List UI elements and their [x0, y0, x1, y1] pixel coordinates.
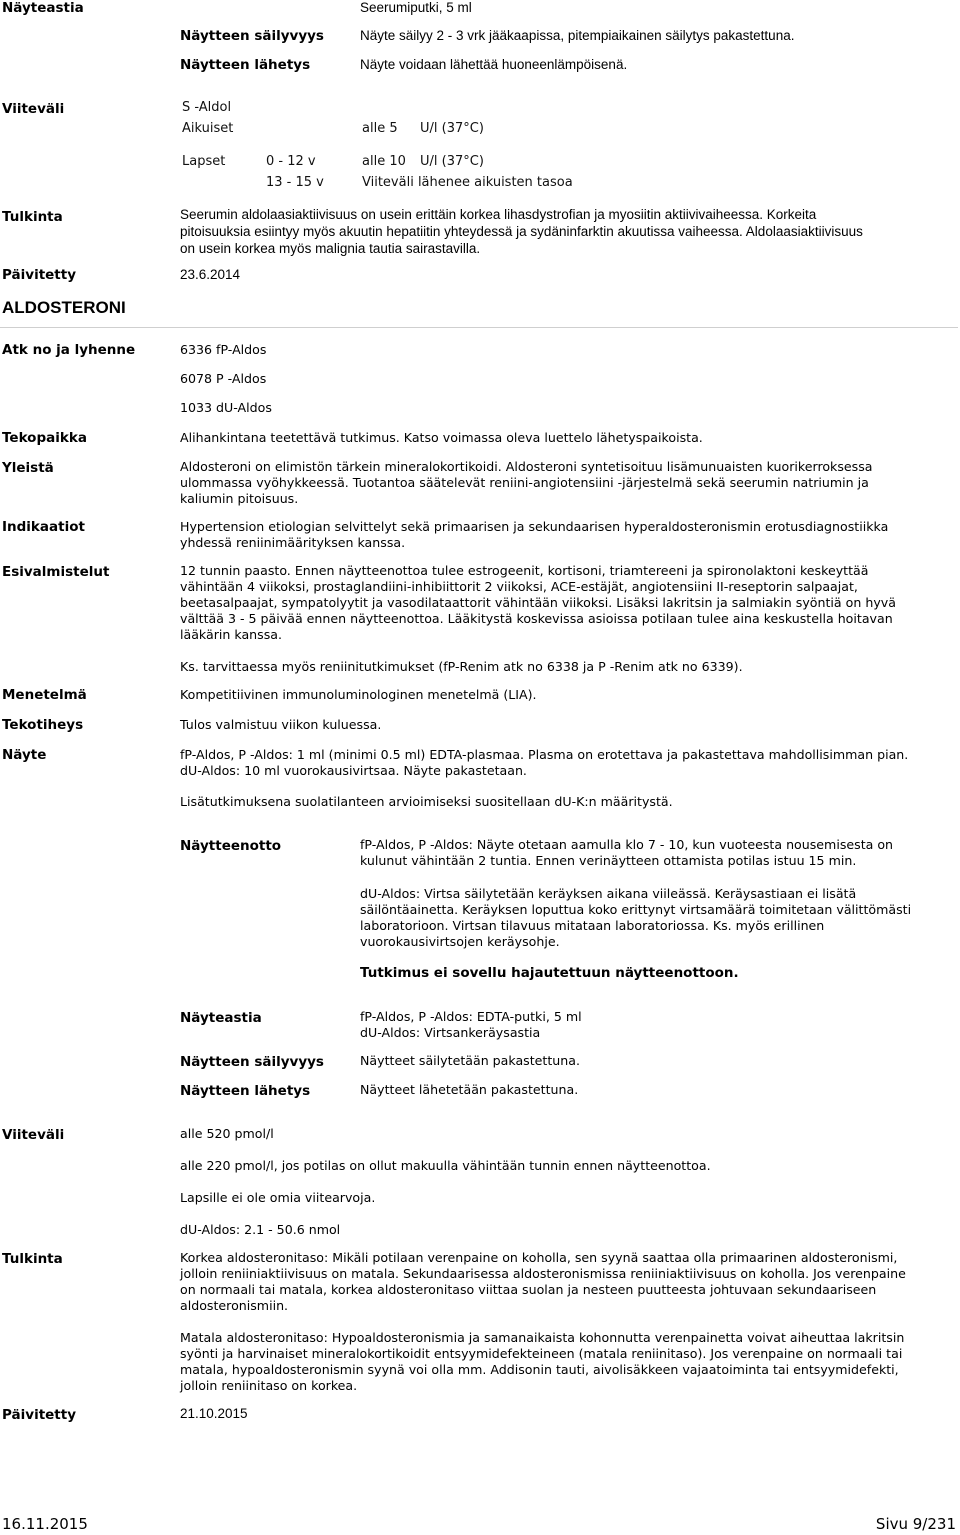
- yleista-label: Yleistä: [2, 460, 54, 476]
- updated-value: 21.10.2015: [180, 1406, 248, 1421]
- sample2-container-value-2: dU-Aldos: Virtsankeräysastia: [360, 1025, 541, 1040]
- reference-adults-label: Aikuiset: [182, 121, 234, 136]
- top-reference-label: Viiteväli: [2, 101, 65, 117]
- reference-children-note2: Viiteväli lähenee aikuisten tasoa: [362, 175, 573, 190]
- reference-children-age1: 0 - 12 v: [266, 154, 316, 169]
- viitevali-line1: alle 520 pmol/l: [180, 1126, 274, 1141]
- viitevali-line2: alle 220 pmol/l, jos potilas on ollut makuulla vähintään tunnin ennen näytteenottoa.: [180, 1158, 711, 1173]
- nayte-line1: fP-Aldos, P -Aldos: 1 ml (minimi 0.5 ml) EDTA-plasmaa. Plasma on erotettava ja pakastettava mahdollisimman pian.: [180, 747, 909, 762]
- sample2-storage-value: Näytteet säilytetään pakastettuna.: [360, 1053, 580, 1068]
- top-interpretation-label: Tulkinta: [2, 209, 63, 225]
- yleista-line1: Aldosteroni on elimistön tärkein mineralokortikoidi. Aldosteroni syntetisoituu lisämunuaisten kuorikerroksessa: [180, 459, 873, 474]
- sample-storage-label: Näytteen säilyvyys: [180, 28, 324, 44]
- section-divider: [0, 327, 958, 328]
- tekopaikka-label: Tekopaikka: [2, 430, 87, 446]
- esivalmistelut-line6: Ks. tarvittaessa myös reniinitutkimukset (fP-Renim atk no 6338 ja P -Renim atk no 6339).: [180, 659, 743, 674]
- reference-children-unit1: U/l (37°C): [420, 154, 484, 169]
- viitevali-line4: dU-Aldos: 2.1 - 50.6 nmol: [180, 1222, 341, 1237]
- atk-code-3: 1033 dU-Aldos: [180, 400, 272, 415]
- esivalmistelut-line4: välttää 3 - 5 päivää ennen näytteenottoa. Lääkitystä koskevissa asioissa potilaan tulee aina keskustella hoitavan: [180, 611, 893, 626]
- section-title: ALDOSTERONI: [2, 298, 126, 317]
- naytteenotto-p1-line1: fP-Aldos, P -Aldos: Näyte otetaan aamulla klo 7 - 10, kun vuoteesta nousemisesta on: [360, 837, 894, 852]
- reference-children-label: Lapset: [182, 154, 226, 169]
- naytteenotto-p2-line3: laboratorioon. Virtsan tilavuus mitataan laboratoriossa. Ks. myös erillinen: [360, 918, 825, 933]
- naytteenotto-bold-note: Tutkimus ei sovellu hajautettuun näytteenottoon.: [360, 965, 739, 981]
- reference-table-title: S -Aldol: [182, 100, 232, 115]
- sample-sending-label: Näytteen lähetys: [180, 57, 311, 73]
- naytteenotto-p2-line1: dU-Aldos: Virtsa säilytetään keräyksen aikana viileässä. Keräysastiaan ei lisätä: [360, 886, 857, 901]
- tulkinta-p2-line3: matala, hypoaldosteronismin syynä voi olla mm. Addisonin tauti, aivolisäkkeen vajaatoiminta tai entsyymidefekti,: [180, 1362, 899, 1377]
- atk-code-1: 6336 fP-Aldos: [180, 342, 267, 357]
- tekopaikka-value: Alihankintana teetettävä tutkimus. Katso voimassa oleva luettelo lähetyspaikoista.: [180, 430, 703, 445]
- esivalmistelut-line3: beetasalpaajat, sympatolyytit ja vasodilataattorit vähintään viikoksi. Lisäksi lakritsin ja salmiakin syöntiä on hyvä: [180, 595, 896, 610]
- indikaatiot-line2: yhdessä reniinimäärityksen kanssa.: [180, 535, 406, 550]
- reference-children-value1: alle 10: [362, 154, 406, 169]
- tulkinta-p2-line1: Matala aldosteronitaso: Hypoaldosteronismia ja samanaikaista kohonnutta verenpainetta voivat aiheuttaa lakritsin: [180, 1330, 905, 1345]
- viitevali-label: Viiteväli: [2, 1127, 65, 1143]
- tulkinta-p1-line2: jolloin reniiniaktiivisuus on matala. Sekundaarisessa aldosteronismissa reniiniaktiivisuus on koholla. Jos verenpaine: [180, 1266, 906, 1281]
- sample-container-label: Näyteastia: [2, 0, 84, 16]
- menetelma-label: Menetelmä: [2, 687, 87, 703]
- top-updated-value: 23.6.2014: [180, 267, 241, 282]
- sample2-container-label: Näyteastia: [180, 1010, 262, 1026]
- nayte-label: Näyte: [2, 747, 47, 763]
- sample2-sending-label: Näytteen lähetys: [180, 1083, 311, 1099]
- esivalmistelut-line1: 12 tunnin paasto. Ennen näytteenottoa tulee estrogeenit, kortisoni, triamtereeni ja spironolaktoni keskeyttää: [180, 563, 869, 578]
- nayte-line3: Lisätutkimuksena suolatilanteen arvioimiseksi suositellaan dU-K:n määritystä.: [180, 794, 673, 809]
- tekotiheys-label: Tekotiheys: [2, 717, 84, 733]
- tulkinta-p1-line1: Korkea aldosteronitaso: Mikäli potilaan verenpaine on koholla, sen syynä saattaa olla primaarinen aldosteronismi,: [180, 1250, 898, 1265]
- top-updated-label: Päivitetty: [2, 267, 77, 283]
- yleista-line2: ulommassa vyöhykkeessä. Tuotantoa säätelevät reniini-angiotensiini -järjestelmä sekä seerumin natriumin ja: [180, 475, 869, 490]
- reference-adults-value: alle 5: [362, 121, 398, 136]
- esivalmistelut-line5: lääkärin kanssa.: [180, 627, 282, 642]
- indikaatiot-line1: Hypertension etiologian selvittelyt sekä primaarisen ja sekundaarisen hyperaldosteronismin erotusdiagnostiikka: [180, 519, 889, 534]
- atk-label: Atk no ja lyhenne: [2, 342, 136, 358]
- reference-children-age2: 13 - 15 v: [266, 175, 324, 190]
- esivalmistelut-label: Esivalmistelut: [2, 564, 110, 580]
- tekotiheys-value: Tulos valmistuu viikon kuluessa.: [180, 717, 382, 732]
- tulkinta-p1-line4: aldosteronismiin.: [180, 1298, 289, 1313]
- updated-label: Päivitetty: [2, 1407, 77, 1423]
- sample-storage-value: Näyte säilyy 2 - 3 vrk jääkaapissa, pitempiaikainen säilytys pakastettuna.: [360, 28, 795, 43]
- footer-date: 16.11.2015: [2, 1515, 88, 1533]
- top-interpretation-line1: Seerumin aldolaasiaktiivisuus on usein erittäin korkea lihasdystrofian ja myosiitin aktiivivaiheessa. Korkeita: [180, 207, 817, 222]
- naytteenotto-p2-line2: säilöntäainetta. Keräyksen loputtua koko erittynyt virtsamäärä toimitetaan välittömästi: [360, 902, 912, 917]
- top-interpretation-line2: pitoisuuksia esiintyy myös akuutin hepatiitin yhteydessä ja sydäninfarktin akuutissa vaiheessa. Aldolaasiaktiivisuus: [180, 224, 863, 239]
- viitevali-line3: Lapsille ei ole omia viitearvoja.: [180, 1190, 376, 1205]
- tulkinta-p2-line2: syönti ja harvinaiset mineralokortikoidit entsyymidefekteineen (matala reniinitaso). Jos verenpaine on normaali tai: [180, 1346, 903, 1361]
- sample-container-value: Seerumiputki, 5 ml: [360, 0, 472, 15]
- footer-page-number: Sivu 9/231: [875, 1515, 956, 1533]
- sample2-container-value-1: fP-Aldos, P -Aldos: EDTA-putki, 5 ml: [360, 1009, 582, 1024]
- yleista-line3: kaliumin pitoisuus.: [180, 491, 299, 506]
- naytteenotto-p2-line4: vuorokausivirtsojen keräysohje.: [360, 934, 560, 949]
- sample2-storage-label: Näytteen säilyvyys: [180, 1054, 324, 1070]
- naytteenotto-p1-line2: kulunut vähintään 2 tuntia. Ennen verinäytteen ottamista potilas istuu 15 min.: [360, 853, 857, 868]
- esivalmistelut-line2: vähintään 4 viikoksi, prostaglandiini-inhibiittorit 2 viikoksi, ACE-estäjät, angiotensiini II-reseptorin salpaajat,: [180, 579, 858, 594]
- indikaatiot-label: Indikaatiot: [2, 519, 85, 535]
- sample2-sending-value: Näytteet lähetetään pakastettuna.: [360, 1082, 579, 1097]
- tulkinta-label: Tulkinta: [2, 1251, 63, 1267]
- tulkinta-p2-line4: jolloin reniinitaso on korkea.: [180, 1378, 358, 1393]
- menetelma-value: Kompetitiivinen immunoluminologinen menetelmä (LIA).: [180, 687, 537, 702]
- top-interpretation-line3: on usein korkea myös malignia tautia sairastavilla.: [180, 241, 481, 256]
- tulkinta-p1-line3: on normaali tai matala, korkea aldosteronitaso viittaa suolan ja nesteen puutteesta johtuvaan sekundaariseen: [180, 1282, 877, 1297]
- atk-code-2: 6078 P -Aldos: [180, 371, 267, 386]
- nayte-line2: dU-Aldos: 10 ml vuorokausivirtsaa. Näyte pakastetaan.: [180, 763, 527, 778]
- naytteenotto-label: Näytteenotto: [180, 838, 282, 854]
- sample-sending-value: Näyte voidaan lähettää huoneenlämpöisenä.: [360, 57, 628, 72]
- reference-adults-unit: U/l (37°C): [420, 121, 484, 136]
